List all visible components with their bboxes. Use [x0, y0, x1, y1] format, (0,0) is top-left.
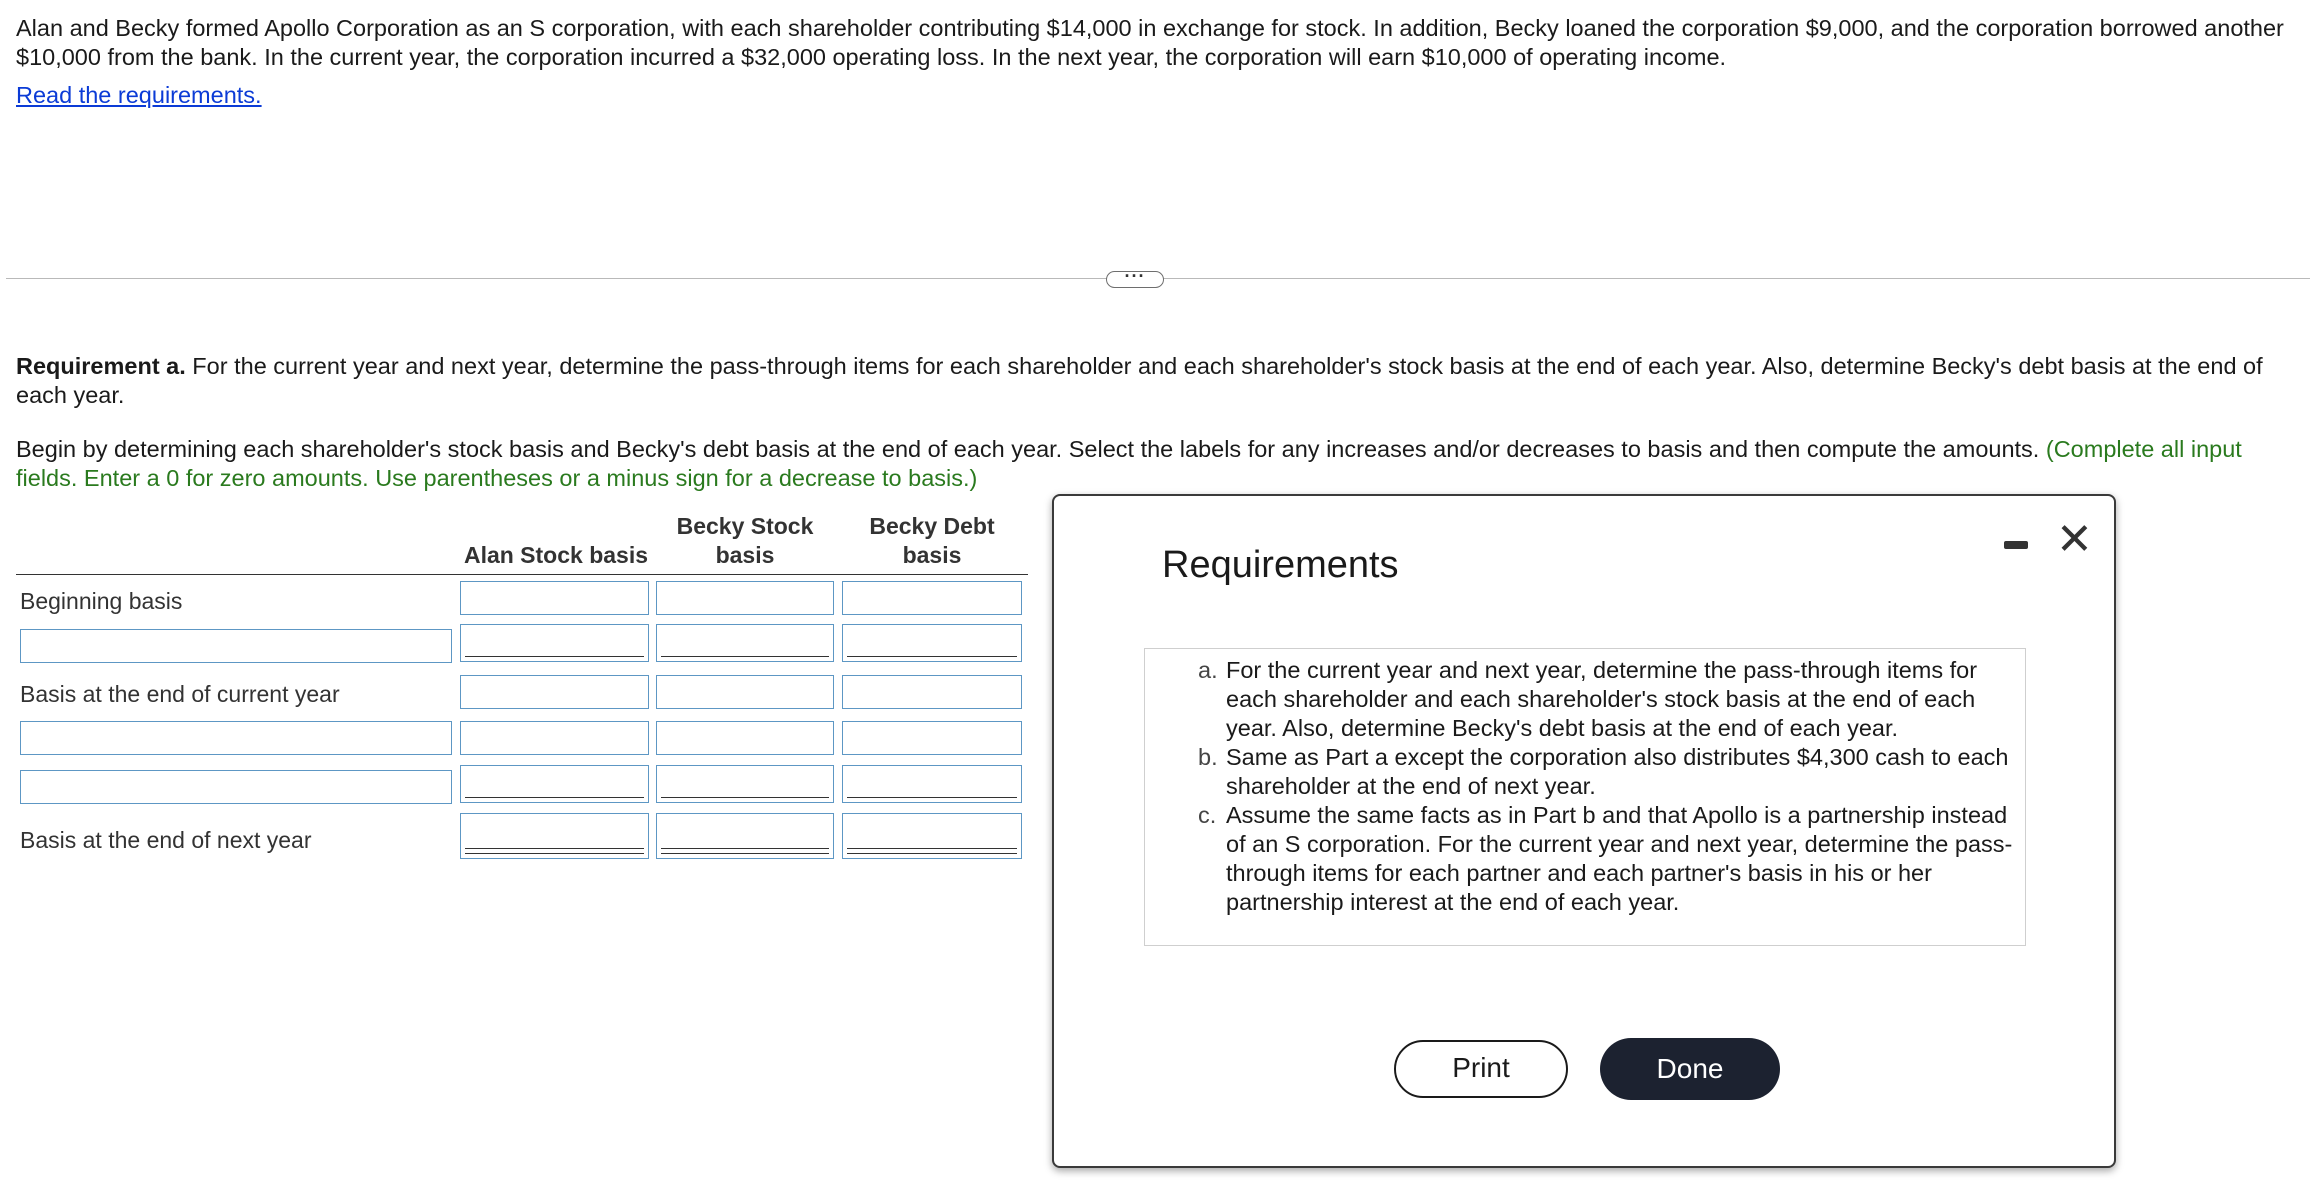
requirement-a-label: Requirement a.	[16, 353, 186, 379]
current-year-adjustment-label-select[interactable]	[20, 629, 452, 663]
minimize-icon[interactable]	[2004, 541, 2028, 549]
close-icon[interactable]: ✕	[2056, 515, 2093, 564]
next-year-adjustment-2-label-select[interactable]	[20, 770, 452, 804]
next-year-adjustment-2-becky-stock-input[interactable]	[656, 765, 834, 803]
current-year-adjustment-becky-debt-input[interactable]	[842, 624, 1022, 662]
row-label-end-next-year: Basis at the end of next year	[20, 827, 312, 853]
list-item	[1196, 743, 2016, 801]
requirement-text: Same as Part a except the corporation also distributes $4,300 cash to each shareholder at the end of next year.	[1226, 744, 2009, 799]
read-requirements-link[interactable]: Read the requirements.	[16, 82, 262, 108]
list-marker: c.	[1198, 802, 1217, 828]
row-label-beginning-basis: Beginning basis	[20, 588, 183, 614]
expand-toggle-button[interactable]: ···	[1106, 271, 1164, 288]
beginning-becky-debt-input[interactable]	[842, 581, 1022, 615]
col-header-becky-debt-line1: Becky Debt	[869, 513, 995, 539]
requirement-a-body: For the current year and next year, determine the pass-through items for each shareholder and each shareholder's stock basis at the end of each year. Also, determine Becky's debt basis at the end of each year.	[16, 353, 2263, 408]
print-button[interactable]: Print	[1394, 1040, 1568, 1098]
end-current-becky-stock-input[interactable]	[656, 675, 834, 709]
requirements-list	[1196, 656, 2016, 917]
end-next-alan-stock-input[interactable]	[460, 813, 649, 859]
end-next-becky-debt-input[interactable]	[842, 813, 1022, 859]
next-year-adjustment-1-label-select[interactable]	[20, 721, 452, 755]
col-header-becky-debt-line2: basis	[902, 542, 962, 568]
list-item	[1196, 656, 2016, 743]
col-header-alan-stock	[460, 541, 652, 570]
list-marker: b.	[1198, 744, 1218, 770]
instructions-text: Begin by determining each shareholder's stock basis and Becky's debt basis at the end of each year. Select the labels for any increases and/or decreases to basis and then compute the amounts.	[16, 436, 2046, 462]
row-label-end-current-year: Basis at the end of current year	[20, 681, 340, 707]
col-header-becky-debt	[842, 512, 1022, 570]
col-header-becky-stock-line1: Becky Stock	[676, 513, 814, 539]
col-header-becky-stock	[656, 512, 834, 570]
requirement-a-text	[16, 352, 2286, 410]
next-year-adjustment-2-becky-debt-input[interactable]	[842, 765, 1022, 803]
col-header-becky-stock-line2: basis	[715, 542, 775, 568]
current-year-adjustment-alan-stock-input[interactable]	[460, 624, 649, 662]
next-year-adjustment-1-becky-stock-input[interactable]	[656, 721, 834, 755]
next-year-adjustment-2-alan-stock-input[interactable]	[460, 765, 649, 803]
header-rule	[16, 574, 1028, 575]
problem-statement: Alan and Becky formed Apollo Corporation as an S corporation, with each shareholder contributing $14,000 in exchange for stock. In addition, Becky loaned the corporation $9,000, and the corporation borrowed another $10,000 from the bank. In the current year, the corporation incurred a $32,000 operating loss. In the next year, the corporation will earn $10,000 of operating income.	[16, 15, 2284, 70]
list-marker: a.	[1198, 657, 1218, 683]
beginning-alan-stock-input[interactable]	[460, 581, 649, 615]
list-item	[1196, 801, 2016, 917]
end-current-becky-debt-input[interactable]	[842, 675, 1022, 709]
instructions-note: (Complete all input fields. Enter a 0 for zero amounts. Use parentheses or a minus sign for a decrease to basis.)	[16, 436, 2242, 491]
requirement-text: Assume the same facts as in Part b and that Apollo is a partnership instead of an S corporation. For the current year and next year, determine the pass-through items for each partner and each partner's basis in his or her partnership interest at the end of each year.	[1226, 802, 2013, 915]
modal-title: Requirements	[1162, 544, 1399, 586]
current-year-adjustment-becky-stock-input[interactable]	[656, 624, 834, 662]
beginning-becky-stock-input[interactable]	[656, 581, 834, 615]
done-button[interactable]: Done	[1600, 1038, 1780, 1100]
col-header-alan-stock-line1: Alan Stock basis	[463, 542, 649, 568]
end-current-alan-stock-input[interactable]	[460, 675, 649, 709]
next-year-adjustment-1-alan-stock-input[interactable]	[460, 721, 649, 755]
end-next-becky-stock-input[interactable]	[656, 813, 834, 859]
next-year-adjustment-1-becky-debt-input[interactable]	[842, 721, 1022, 755]
instructions	[16, 435, 2286, 493]
requirement-text: For the current year and next year, determine the pass-through items for each shareholder and each shareholder's stock basis at the end of each year. Also, determine Becky's debt basis at the end of each year.	[1226, 657, 1978, 741]
